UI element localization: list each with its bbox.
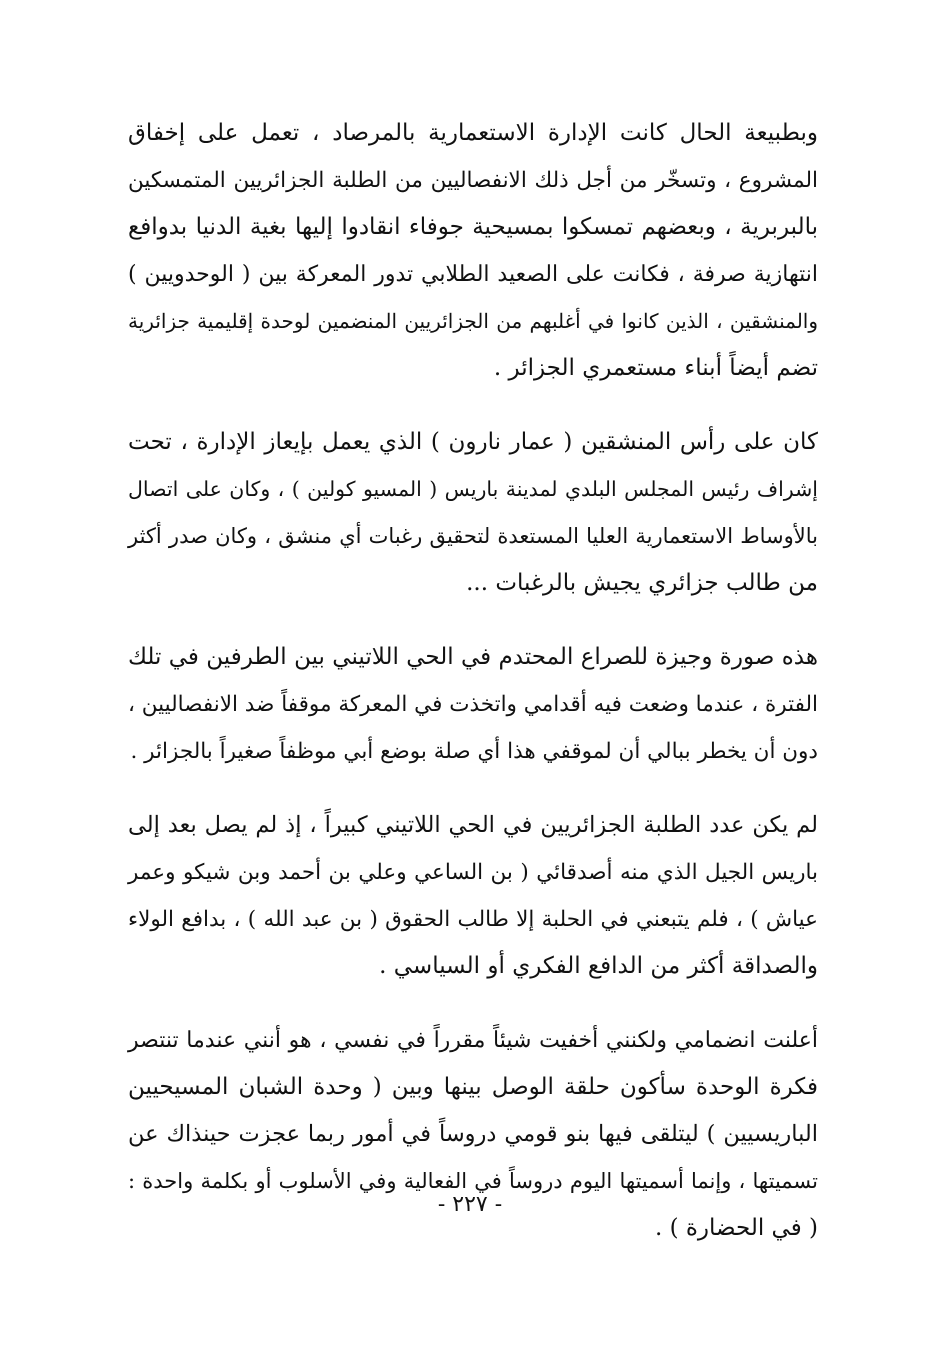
text-line: تسميتها ، وإنما أسميتها اليوم دروساً في الفعالية وفي الأسلوب أو بكلمة واحدة : <box>128 1169 818 1193</box>
text-line: أعلنت انضمامي ولكنني أخفيت شيئاً مقرراً في نفسي ، هو أنني عندما تنتصر <box>128 1028 818 1053</box>
paragraph <box>128 634 818 775</box>
text-line: فكرة الوحدة سأكون حلقة الوصل بينها وبين ( وحدة الشبان المسيحيين <box>128 1074 818 1100</box>
text-line: الباريسيين ) ليتلقى فيها بنو قومي دروساً في أمور ربما عجزت حينذاك عن <box>128 1121 818 1147</box>
paragraph <box>128 802 818 990</box>
text-line: والمنشقين ، الذين كانوا في أغلبهم من الجزائريين المنضمين لوحدة إقليمية جزائرية <box>128 309 818 333</box>
text-line: تضم أيضاً أبناء مستعمري الجزائر . <box>493 355 818 381</box>
text-line: الفترة ، عندما وضعت فيه أقدامي واتخذت في المعركة موقفاً ضد الانفصاليين ، <box>128 692 818 717</box>
paragraph <box>128 419 818 607</box>
text-line: هذه صورة وجيزة للصراع المحتدم في الحي اللاتيني بين الطرفين في تلك <box>128 644 818 670</box>
paragraph <box>128 110 818 392</box>
text-line: لم يكن عدد الطلبة الجزائريين في الحي اللاتيني كبيراً ، إذ لم يصل بعد إلى <box>128 812 818 838</box>
text-line: دون أن يخطر ببالي أن لموقفي هذا أي صلة بوضع أبي موظفاً صغيراً بالجزائر . <box>130 739 818 764</box>
text-line: بالأوساط الاستعمارية العليا المستعدة لتحقيق رغبات أي منشق ، وكان صدر أكثر <box>128 524 818 548</box>
page-body-text <box>128 110 818 1279</box>
text-line: إشراف رئيس المجلس البلدي لمدينة باريس ( المسيو كولين ) ، وكان على اتصال <box>128 477 818 501</box>
text-line: بالبربرية ، وبعضهم تمسكوا بمسيحية جوفاء انقادوا إليها بغية الدنيا بدوافع <box>128 214 818 240</box>
text-line: ( في الحضارة ) . <box>654 1215 818 1241</box>
text-line: انتهازية صرفة ، فكانت على الصعيد الطلابي تدور المعركة بين ( الوحدويين ) <box>128 262 818 287</box>
text-line: كان على رأس المنشقين ( عمار نارون ) الذي يعمل بإيعاز الإدارة ، تحت <box>128 429 818 455</box>
text-line: من طالب جزائري يجيش بالرغبات ... <box>466 570 818 596</box>
text-line: والصداقة أكثر من الدافع الفكري أو السياسي . <box>379 953 818 979</box>
text-line: وبطبيعة الحال كانت الإدارة الاستعمارية بالمرصاد ، تعمل على إخفاق <box>128 120 818 146</box>
text-line: عياش ) ، فلم يتبعني في الحلبة إلا طالب الحقوق ( بن عبد الله ) ، بدافع الولاء <box>128 907 818 932</box>
text-line: المشروع ، وتسخّر من أجل ذلك الانفصاليين من الطلبة الجزائريين المتمسكين <box>128 168 818 193</box>
page-number: - ٢٢٧ - <box>437 1192 503 1217</box>
text-line: باريس الجيل الذي منه أصدقائي ( بن الساعي وعلي بن أحمد وبن شيكو وعمر <box>128 860 818 885</box>
